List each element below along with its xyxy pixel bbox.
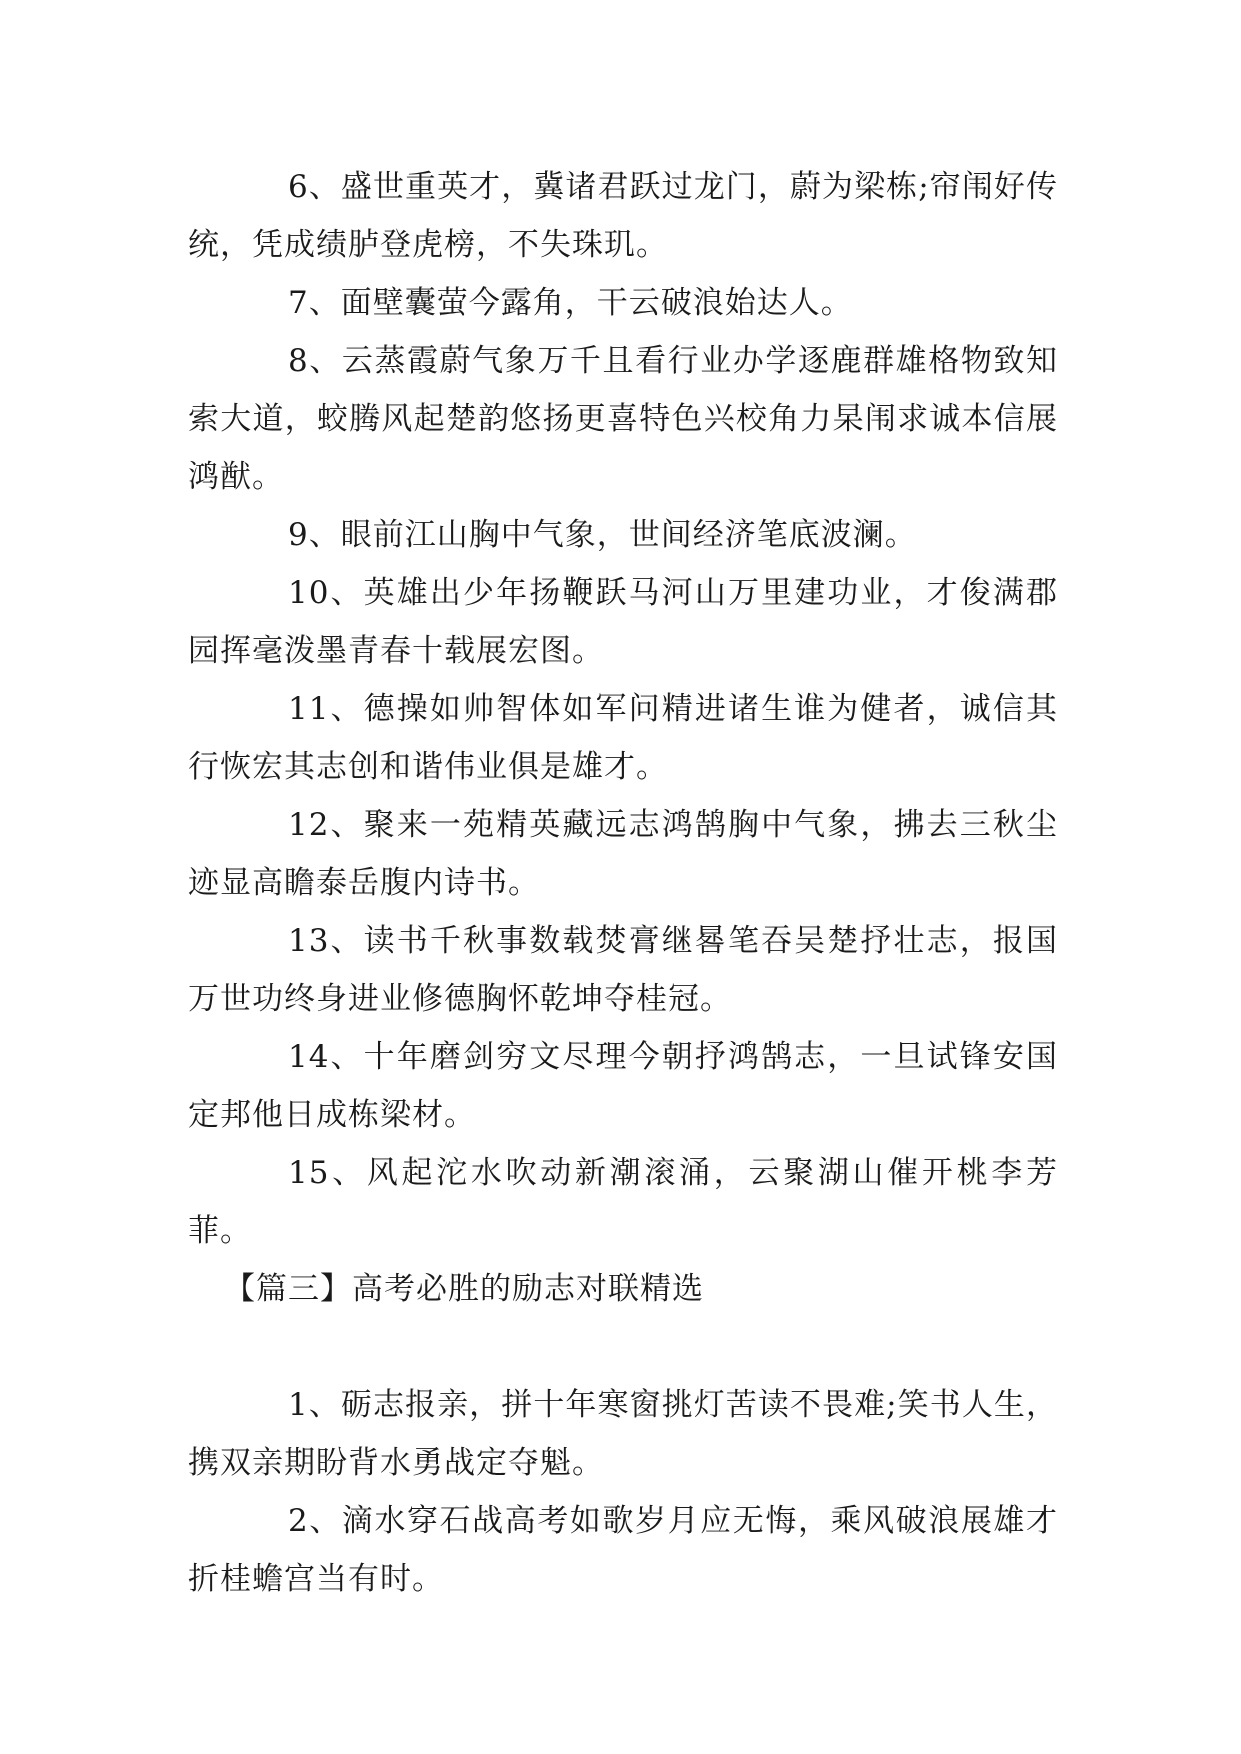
section-spacer bbox=[188, 1318, 1058, 1376]
couplet-paragraph-8: 8、云蒸霞蔚气象万千且看行业办学逐鹿群雄格物致知索大道，蛟腾风起楚韵悠扬更喜特色兴校角力杲闱求诚本信展鸿猷。 bbox=[188, 343, 1058, 495]
document-body bbox=[188, 158, 1058, 1608]
couplet-paragraph-12: 12、聚来一苑精英藏远志鸿鹄胸中气象，拂去三秋尘迹显高瞻泰岳腹内诗书。 bbox=[188, 807, 1058, 901]
section-three-paragraph-2: 2、滴水穿石战高考如歌岁月应无悔，乘风破浪展雄才折桂蟾宫当有时。 bbox=[188, 1503, 1058, 1597]
couplet-paragraph-7: 7、面壁囊萤今露角，干云破浪始达人。 bbox=[288, 285, 853, 321]
couplet-paragraph-15: 15、风起沱水吹动新潮滚涌，云聚湖山催开桃李芳菲。 bbox=[188, 1155, 1058, 1249]
couplet-paragraph-9: 9、眼前江山胸中气象，世间经济笔底波澜。 bbox=[288, 517, 917, 553]
section-heading: 【篇三】高考必胜的励志对联精选 bbox=[224, 1271, 704, 1307]
couplet-paragraph-14: 14、十年磨剑穷文尽理今朝抒鸿鹄志，一旦试锋安国定邦他日成栋梁材。 bbox=[188, 1039, 1058, 1133]
couplet-paragraph-6: 6、盛世重英才，冀诸君跃过龙门，蔚为梁栋;帘闱好传统，凭成绩胪登虎榜，不失珠玑。 bbox=[188, 169, 1058, 263]
couplet-paragraph-13: 13、读书千秋事数载焚膏继晷笔吞吴楚抒壮志，报国万世功终身进业修德胸怀乾坤夺桂冠。 bbox=[188, 923, 1058, 1017]
couplet-paragraph-10: 10、英雄出少年扬鞭跃马河山万里建功业，才俊满郡园挥毫泼墨青春十载展宏图。 bbox=[188, 575, 1058, 669]
couplet-paragraph-11: 11、德操如帅智体如军问精进诸生谁为健者，诚信其行恢宏其志创和谐伟业俱是雄才。 bbox=[188, 691, 1058, 785]
section-three-paragraph-1: 1、砺志报亲，拼十年寒窗挑灯苦读不畏难;笑书人生，携双亲期盼背水勇战定夺魁。 bbox=[188, 1387, 1058, 1481]
